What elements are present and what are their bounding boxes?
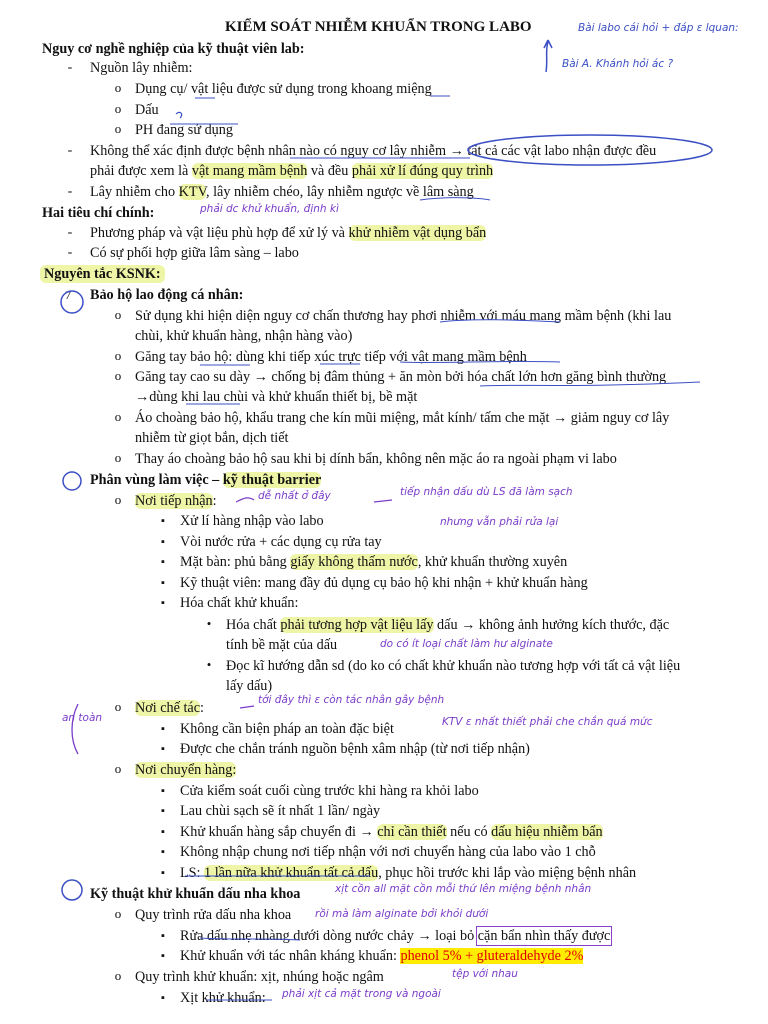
circle-bullet: o (114, 492, 122, 507)
handwritten-note: phải dc khử khuẩn, định kì (200, 203, 339, 215)
handwritten-note: an toàn (62, 712, 103, 724)
square-bullet: ▪ (161, 950, 165, 962)
chemical-item-cont: tính bề mặt của dấu (226, 637, 338, 653)
reception-item: Vòi nước rửa + các dụng cụ rửa tay (180, 534, 382, 550)
handwritten-note: KTV ε nhất thiết phải che chắn quá mức (442, 716, 653, 728)
circle-bullet: o (114, 699, 122, 714)
risk-cannot-line-2: phải được xem là vật mang mầm bệnh và đều phải xử lí đúng quy trình (90, 163, 494, 179)
criteria-item: Có sự phối hợp giữa lâm sàng – labo (90, 245, 299, 261)
risk-ktv-line: Lây nhiễm cho KTV, lây nhiễm chéo, lây nhiễm ngược về lâm sàng (90, 184, 474, 200)
disinfect-heading: Quy trình khử khuẩn: xịt, nhúng hoặc ngâm (135, 969, 384, 985)
fabrication-heading: Nơi chế tác: (135, 700, 204, 716)
reception-item: Hóa chất khử khuẩn: (180, 595, 299, 611)
ink-arrow-head (544, 40, 552, 48)
wash-item: Khử khuẩn với tác nhân kháng khuẩn: phenol 5% + gluteraldehyde 2% (180, 948, 584, 964)
square-bullet: ▪ (161, 597, 165, 609)
dash-bullet: - (67, 60, 73, 75)
square-bullet: ▪ (161, 846, 165, 858)
dash-bullet: - (67, 245, 73, 260)
square-bullet: ▪ (161, 515, 165, 527)
ink-arrow (374, 500, 392, 502)
dispatch-item: Không nhập chung nơi tiếp nhận với nơi chuyển hàng của labo vào 1 chỗ (180, 844, 596, 860)
circle-bullet: o (114, 906, 122, 921)
risk-source: Nguồn lây nhiễm: (90, 60, 193, 76)
ink-check (176, 112, 182, 118)
chemical-item-cont: lấy dấu) (226, 678, 273, 694)
ppe-item: Găng tay cao su dày → chống bị đâm thủng + ăn mòn bởi hóa chất lớn hơn găng bình thường (135, 369, 667, 385)
ppe-item: Thay áo choàng bảo hộ sau khi bị dính bẩn, không nên mặc áo ra ngoài phạm vi labo (135, 451, 617, 467)
reception-item: Kỹ thuật viên: mang đầy đủ dụng cụ bảo hộ khi nhận + khử khuẩn hàng (180, 575, 588, 591)
handwritten-note: Bài A. Khánh hỏi ác ? (562, 58, 674, 70)
circle-bullet: o (114, 121, 122, 136)
ink-arrow (236, 498, 254, 502)
handwritten-note: tệp với nhau (452, 968, 518, 980)
criteria-item: Phương pháp và vật liệu phù hợp để xử lý và khử nhiễm vật dụng bẩn (90, 225, 487, 241)
reception-heading: Nơi tiếp nhận: (135, 493, 217, 509)
ppe-item-cont: nhiễm từ giọt bắn, dịch tiết (135, 430, 289, 446)
risk-heading: Nguy cơ nghề nghiệp của kỹ thuật viên lab: (42, 41, 305, 57)
dispatch-item: LS: 1 lần nữa khử khuẩn tất cả dấu, phục hồi trước khi lắp vào miệng bệnh nhân (180, 865, 637, 881)
square-bullet: ▪ (161, 723, 165, 735)
circle-bullet: o (114, 307, 122, 322)
dispatch-heading: Nơi chuyển hàng: (135, 762, 237, 778)
dash-bullet: - (67, 184, 73, 199)
risk-source-item: Dụng cụ/ vật liệu được sử dụng trong khoang miệng (135, 81, 432, 97)
square-bullet: ▪ (161, 536, 165, 548)
square-bullet: ▪ (161, 826, 165, 838)
square-bullet: ▪ (161, 867, 165, 879)
reception-item: Xử lí hàng nhập vào labo (180, 513, 324, 529)
square-bullet: ▪ (161, 930, 165, 942)
section-number: 7 (65, 288, 71, 302)
ink-circle (63, 472, 81, 490)
wash-heading: Quy trình rửa dấu nha khoa (135, 907, 292, 923)
square-bullet: ▪ (161, 577, 165, 589)
circle-bullet: o (114, 368, 122, 383)
handwritten-note: tiếp nhận dấu dù LS đã làm sạch (400, 486, 573, 498)
dispatch-item: Cửa kiểm soát cuối cùng trước khi hàng ra khỏi labo (180, 783, 479, 799)
dispatch-item: Khử khuẩn hàng sắp chuyển đi → chỉ cần thiết nếu có dấu hiệu nhiễm bẩn (180, 824, 603, 840)
circle-bullet: o (114, 348, 122, 363)
handwritten-note: Bài labo cái hỏi + đáp ε lquan: (578, 22, 739, 34)
dot-bullet: • (206, 657, 212, 672)
spray-item: Xịt khử khuẩn: (180, 990, 266, 1006)
impression-heading: Kỹ thuật khử khuẩn dấu nha khoa (90, 886, 301, 902)
handwritten-note: rồi mà làm alginate bởi khỏi dưới (315, 908, 489, 920)
wash-item: Rửa dấu nhẹ nhàng dưới dòng nước chảy → loại bỏ cặn bẩn nhìn thấy được (180, 928, 611, 944)
handwritten-note: dễ nhất ở đây (258, 490, 331, 502)
risk-cannot-line: Không thể xác định được bệnh nhân nào có nguy cơ lây nhiễm → tất cả các vật labo nhận được đều (90, 143, 657, 159)
ppe-item-cont: →dùng khi lau chùi và khử khuẩn thiết bị, bề mặt (135, 389, 418, 405)
square-bullet: ▪ (161, 785, 165, 797)
fabrication-item: Được che chắn tránh nguồn bệnh xâm nhập (từ nơi tiếp nhận) (180, 741, 530, 757)
ppe-item: Áo choàng bảo hộ, khẩu trang che kín mũi miệng, mắt kính/ tấm che mặt → giảm nguy cơ lây (135, 410, 670, 426)
handwritten-note: nhưng vẫn phải rửa lại (440, 516, 559, 528)
ppe-heading: Bảo hộ lao động cá nhân: (90, 287, 244, 303)
circle-bullet: o (114, 80, 122, 95)
reception-item: Mặt bàn: phủ bằng giấy không thấm nước, khử khuẩn thường xuyên (180, 554, 568, 570)
square-bullet: ▪ (161, 743, 165, 755)
square-bullet: ▪ (161, 805, 165, 817)
circle-bullet: o (114, 450, 122, 465)
dash-bullet: - (67, 225, 73, 240)
handwritten-note: xịt cồn all mặt cồn mỗi thứ lên miệng bệnh nhân (335, 883, 592, 895)
zone-heading: Phân vùng làm việc – kỹ thuật barrier (90, 472, 322, 488)
ink-circle (62, 880, 82, 900)
ksnk-heading: Nguyên tắc KSNK: (40, 265, 165, 283)
circle-bullet: o (114, 968, 122, 983)
chemical-item: Đọc kĩ hướng dẫn sd (do ko có chất khử khuẩn nào tương hợp với tất cả vật liệu (226, 658, 681, 674)
fabrication-item: Không cần biện pháp an toàn đặc biệt (180, 721, 394, 737)
dash-bullet: - (67, 143, 73, 158)
handwritten-note: do có ít loại chất làm hư alginate (380, 638, 553, 650)
handwritten-note: tới đây thì ε còn tác nhân gây bệnh (258, 694, 445, 706)
dot-bullet: • (206, 616, 212, 631)
criteria-heading: Hai tiêu chí chính: (42, 205, 155, 221)
ppe-item: Sử dụng khi hiện diện nguy cơ chấn thương hay phơi nhiễm với máu mang mầm bệnh (khi lau (135, 308, 672, 324)
handwritten-note: phải xịt cả mặt trong và ngoài (282, 988, 441, 1000)
risk-source-item: PH đang sử dụng (135, 122, 233, 138)
square-bullet: ▪ (161, 556, 165, 568)
dispatch-item: Lau chùi sạch sẽ ít nhất 1 lần/ ngày (180, 803, 381, 819)
ppe-item-cont: chùi, khử khuẩn hàng, nhận hàng vào) (135, 328, 353, 344)
ink-arrow (546, 42, 548, 72)
circle-bullet: o (114, 409, 122, 424)
ink-arrow (240, 706, 254, 708)
ppe-item: Găng tay bảo hộ: dùng khi tiếp xúc trực tiếp với vật mang mầm bệnh (135, 349, 527, 365)
square-bullet: ▪ (161, 992, 165, 1004)
circle-bullet: o (114, 101, 122, 116)
chemical-item: Hóa chất phải tương hợp vật liệu lấy dấu → không ảnh hưởng kích thước, đặc (226, 617, 670, 633)
circle-bullet: o (114, 761, 122, 776)
risk-source-item: Dấu (135, 102, 159, 118)
page-title: KIỂM SOÁT NHIỄM KHUẨN TRONG LABO (225, 19, 532, 35)
